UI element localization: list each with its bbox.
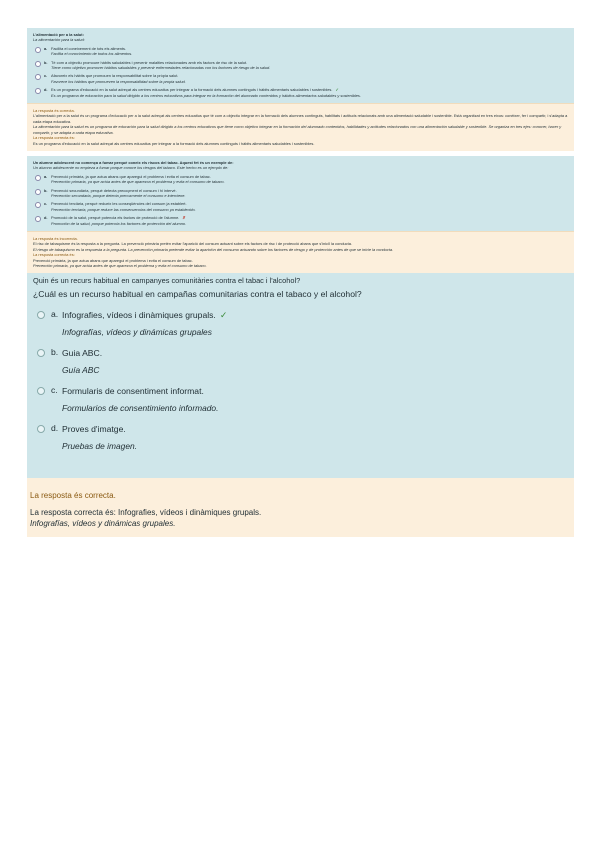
correct-answer-title: La resposta correcta és: bbox=[33, 252, 75, 258]
option-letter: d. bbox=[51, 423, 59, 434]
feedback-body: El risc de tabaquisme és la resposta a la pregunta. La prevenció primària pretén evitar l'aparició del consum actuant sobre els factors de risc i de protecció abans que s'iniciï la conducta. bbox=[33, 241, 352, 247]
option-a[interactable] bbox=[33, 174, 569, 185]
feedback-1 bbox=[27, 103, 574, 151]
option-translation: Prevención secundaria, porque detecta precozmente el consumo e interviene. bbox=[51, 192, 186, 198]
option-b[interactable] bbox=[33, 60, 569, 71]
option-text: Té com a objectiu promoure hàbits saludables i prevenir malalties relacionades amb els factors de risc de la salut. bbox=[51, 59, 248, 65]
option-text: Proves d'imatge. bbox=[62, 424, 126, 435]
feedback-body: L'alimentació per a la salut és un programa d'educació per a la salut adreçat als centres educatius que té com a objectiu integrar en la formació dels alumnes continguts, habilitats i actituds relacionats amb una alimentació saludable i sostenible. Està organitzat en tres eixos: conèixer, fer i compartir, i s'adapta a cada etapa educativa. bbox=[33, 113, 568, 124]
option-translation: Prevención terciaria, porque reduce las consecuencias del consumo ya establecido. bbox=[51, 206, 196, 212]
option-letter: b. bbox=[44, 59, 48, 65]
feedback-title: La resposta és incorrecta. bbox=[33, 235, 78, 241]
quiz-review bbox=[27, 28, 574, 537]
radio-button[interactable] bbox=[35, 189, 41, 195]
option-letter: d. bbox=[44, 87, 48, 93]
correct-answer: Prevenció primària, ja que actua abans que aparegui el problema i evita el consum de tabac. bbox=[33, 257, 193, 263]
question-1 bbox=[27, 28, 574, 103]
option-translation: Favorece los hábitos que promueven la responsabilidad sobre la propia salud. bbox=[51, 78, 186, 84]
option-text: Facilita el coneixement de tots els aliments. bbox=[51, 45, 127, 51]
question-text: Quin és un recurs habitual en campanyes comunitàries contra el tabac i l'alcohol? bbox=[33, 276, 301, 286]
option-letter: c. bbox=[44, 201, 48, 207]
correct-answer: La resposta correcta és: Infografies, vídeos i dinàmiques grupals. bbox=[30, 508, 262, 518]
option-text: Es un programa d'educació en la salut adreçat als centres educatius per integrar a la formació dels alumnes continguts i hàbits alimentaris saludables i sostenibles. bbox=[51, 87, 333, 93]
radio-button[interactable] bbox=[35, 47, 41, 53]
option-text: Guia ABC. bbox=[62, 348, 103, 359]
check-icon: ✓ bbox=[219, 310, 228, 321]
option-text: Prevenció terciària, perquè redueix les conseqüències del consum ja establert. bbox=[51, 201, 187, 207]
radio-button[interactable] bbox=[35, 175, 41, 181]
radio-button[interactable] bbox=[37, 387, 45, 395]
option-text: Prevenció primària, ja que actua abans que aparegui el problema i evita el consum de tabac. bbox=[51, 173, 211, 179]
option-d[interactable] bbox=[33, 423, 568, 452]
correct-answer-title: La resposta correcta és: bbox=[33, 135, 75, 141]
option-letter: c. bbox=[51, 385, 58, 396]
option-c[interactable] bbox=[33, 385, 568, 414]
option-letter: c. bbox=[44, 73, 48, 79]
option-translation: Prevención primaria, ya que actúa antes de que aparezca el problema y evita el consumo de tabaco. bbox=[51, 179, 225, 185]
option-translation: Pruebas de imagen. bbox=[62, 441, 137, 452]
option-c[interactable] bbox=[33, 201, 569, 212]
option-translation: Facilita el conocimiento de todos los alimentos. bbox=[51, 51, 133, 57]
check-icon: ✓ bbox=[335, 87, 339, 93]
radio-button[interactable] bbox=[35, 61, 41, 67]
radio-button[interactable] bbox=[35, 202, 41, 208]
feedback-title: La resposta és correcta. bbox=[33, 108, 75, 114]
question-translation: La alimentación para la salud: bbox=[33, 37, 85, 43]
question-translation: ¿Cuál es un recurso habitual en campañas comunitarias contra el tabaco y el alcohol? bbox=[33, 289, 362, 300]
question-translation: Un alumno adolescente no empieza a fumar porque conoce los riesgos del tabaco. Este hecho es un ejemplo de: bbox=[33, 165, 229, 171]
answer-options bbox=[33, 46, 569, 98]
option-letter: d. bbox=[44, 215, 48, 221]
feedback-2 bbox=[27, 231, 574, 273]
correct-answer: Es un programa d'educació en la salut adreçat als centres educatius per integrar a la formació dels alumnes continguts i hàbits alimentaris saludables i sostenibles. bbox=[33, 140, 315, 146]
option-a[interactable] bbox=[33, 46, 569, 57]
option-letter: b. bbox=[51, 347, 59, 358]
option-translation: Infografías, vídeos y dinámicas grupales bbox=[62, 327, 212, 338]
correct-answer-translation: Infografías, vídeos y dinámicas grupales. bbox=[30, 519, 176, 529]
radio-button[interactable] bbox=[37, 349, 45, 357]
radio-button[interactable] bbox=[35, 216, 41, 222]
option-letter: a. bbox=[51, 309, 59, 320]
option-d[interactable] bbox=[33, 87, 569, 98]
option-b[interactable] bbox=[33, 347, 568, 376]
option-translation: Es un programa de educación para la salud dirigido a los centros educativos para integrar en la formación del alumnado contenidos y hábitos alimentarios saludables y sostenibles. bbox=[51, 92, 361, 98]
feedback-body-translation: La alimentación para la salud es un programa de educación para la salud dirigido a los centros educativos que tiene como objetivo integrar en la formación del alumnado contenidos, habilidades y actitudes relacionados con una alimentación saludable y sostenible. Se organiza en tres ejes: conocer, hacer y compartir, y se adapta a cada etapa educativa. bbox=[33, 124, 562, 135]
cross-icon: ✗ bbox=[182, 215, 186, 221]
option-d[interactable] bbox=[33, 215, 569, 226]
feedback-body-translation: El riesgo de tabaquismo es la respuesta a la pregunta. La prevención primaria pretende evitar la aparición del consumo actuando sobre los factores de riesgo y de protección antes de que se inicie la conducta. bbox=[33, 246, 394, 252]
radio-button[interactable] bbox=[37, 425, 45, 433]
option-letter: a. bbox=[44, 45, 48, 51]
question-text: Un alumne adolescent no comença a fumar perquè coneix els riscos del tabac. Aquest fet és un exemple de: bbox=[33, 159, 234, 165]
option-text: Infografies, vídeos i dinàmiques grupals. bbox=[62, 310, 216, 321]
option-text: Formularis de consentiment informat. bbox=[62, 386, 204, 397]
option-text: Promoció de la salut, perquè potencia els factors de protecció de l'alumne. bbox=[51, 215, 180, 221]
option-text: Afavoreix els hàbits que promouen la responsabilitat sobre la pròpia salut. bbox=[51, 73, 179, 79]
option-a[interactable] bbox=[33, 309, 568, 338]
feedback-title: La resposta és correcta. bbox=[30, 491, 116, 501]
option-translation: Guía ABC bbox=[62, 365, 100, 376]
question-3 bbox=[27, 273, 574, 478]
radio-button[interactable] bbox=[35, 74, 41, 80]
radio-button[interactable] bbox=[37, 311, 45, 319]
question-2 bbox=[27, 156, 574, 231]
option-c[interactable] bbox=[33, 73, 569, 84]
option-translation: Promoción de la salud, porque potencia los factores de protección del alumno. bbox=[51, 220, 187, 226]
option-translation: Formularios de consentimiento informado. bbox=[62, 403, 219, 414]
feedback-3 bbox=[27, 478, 574, 537]
correct-answer-translation: Prevención primaria, ya que actúa antes de que aparezca el problema y evita el consumo de tabaco. bbox=[33, 263, 207, 268]
option-translation: Tiene como objetivo promover hábitos saludables y prevenir enfermedades relacionadas con los factores de riesgo de la salud. bbox=[51, 65, 271, 71]
radio-button[interactable] bbox=[35, 88, 41, 94]
option-text: Prevenció secundària, perquè detecta precoçment el consum i hi intervé. bbox=[51, 187, 177, 193]
option-letter: b. bbox=[44, 187, 48, 193]
option-b[interactable] bbox=[33, 188, 569, 199]
answer-options bbox=[33, 174, 569, 226]
option-letter: a. bbox=[44, 173, 48, 179]
question-text: L'alimentació per a la salut: bbox=[33, 32, 84, 37]
